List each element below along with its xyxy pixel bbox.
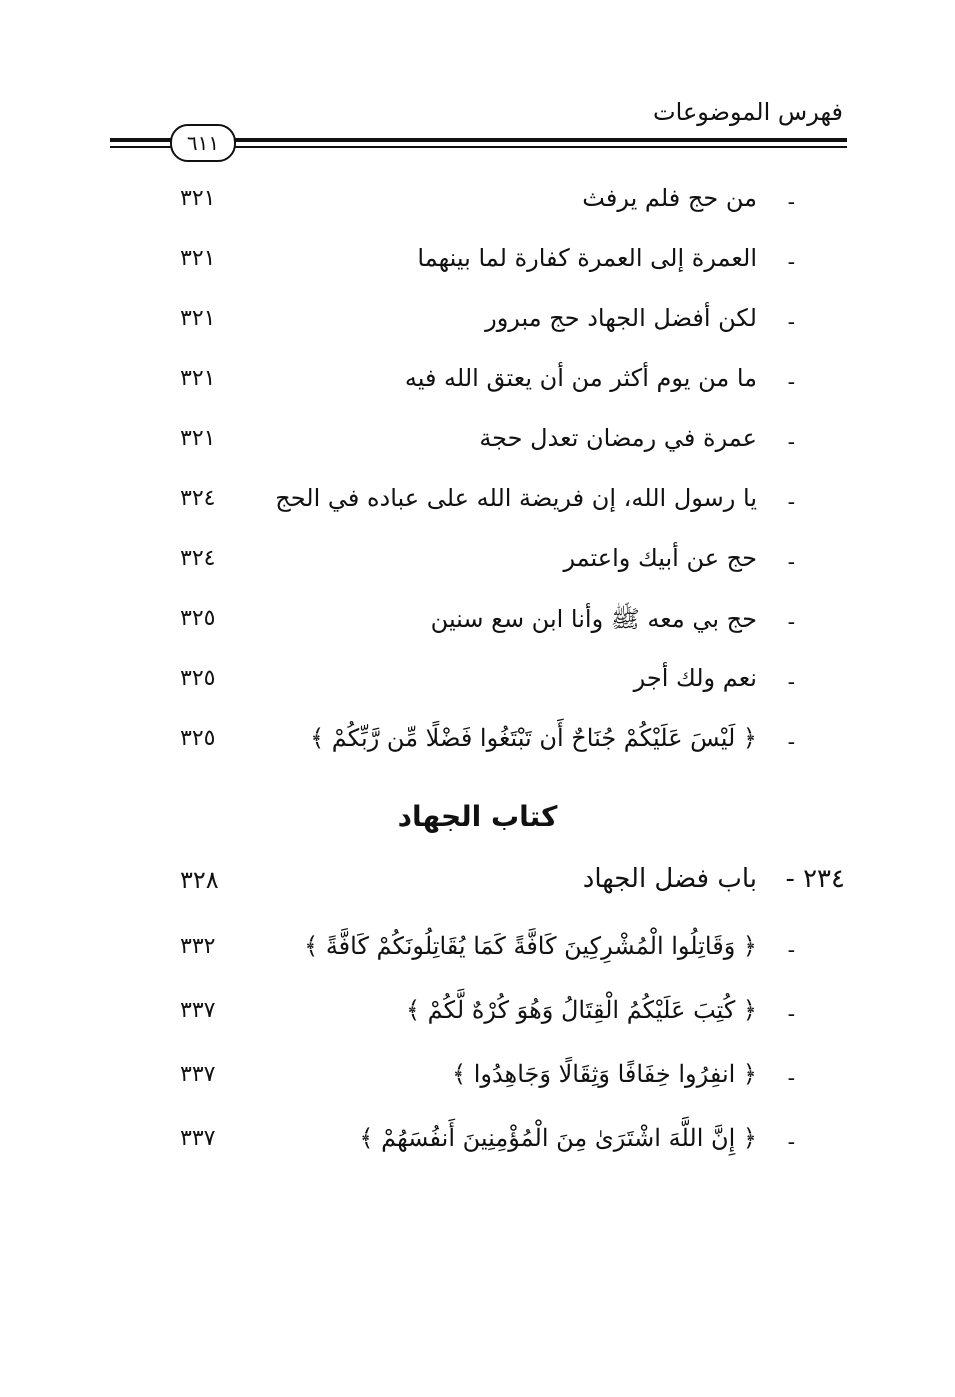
- chapter-entry: [150, 862, 845, 912]
- entry-dash: -: [787, 250, 795, 275]
- entry-title: ما من يوم أكثر من أن يعتق الله فيه: [404, 364, 757, 392]
- entry-dash: -: [787, 670, 795, 695]
- chapter-title: باب فضل الجهاد: [582, 864, 757, 894]
- entry-page-number: ٣٢١: [180, 186, 216, 211]
- entry-page-number: ٣٢٤: [180, 486, 216, 511]
- entry-title: حج بي معه ﷺ وأنا ابن سع سنين: [430, 605, 757, 633]
- toc-entry-quran: [150, 996, 795, 1046]
- toc-entry-quran: [150, 724, 795, 774]
- chapter-page-number: ٣٢٨: [180, 866, 219, 894]
- toc-entry-quran: [150, 1060, 795, 1110]
- entry-dash: -: [787, 610, 795, 635]
- toc-entry: [150, 244, 795, 294]
- entry-title: نعم ولك أجر: [633, 664, 757, 692]
- entry-title: من حج فلم يرفث: [582, 184, 757, 212]
- entry-page-number: ٣٣٢: [180, 934, 216, 959]
- entry-title: يا رسول الله، إن فريضة الله على عباده في الحج: [275, 484, 757, 512]
- toc-entry: [150, 364, 795, 414]
- entry-title: ﴿ إِنَّ اللَّهَ اشْتَرَىٰ مِنَ الْمُؤْمِنِينَ أَنفُسَهُمْ ﴾: [359, 1124, 757, 1152]
- entry-title: ﴿ لَيْسَ عَلَيْكُمْ جُنَاحٌ أَن تَبْتَغُوا فَضْلًا مِّن رَّبِّكُمْ ﴾: [310, 724, 757, 752]
- entry-page-number: ٣٢٤: [180, 546, 216, 571]
- entry-title: ﴿ كُتِبَ عَلَيْكُمُ الْقِتَالُ وَهُوَ كُرْهٌ لَّكُمْ ﴾: [405, 996, 757, 1024]
- entry-dash: -: [787, 1002, 795, 1027]
- entry-page-number: ٣٢٥: [180, 666, 216, 691]
- entry-dash: -: [787, 430, 795, 455]
- entry-dash: -: [787, 190, 795, 215]
- running-title: فهرس الموضوعات: [653, 98, 843, 126]
- entry-page-number: ٣٢٥: [180, 726, 216, 751]
- entry-title: ﴿ انفِرُوا خِفَافًا وَثِقَالًا وَجَاهِدُوا ﴾: [452, 1060, 757, 1088]
- entry-page-number: ٣٢١: [180, 366, 216, 391]
- entry-title: حج عن أبيك واعتمر: [563, 544, 757, 572]
- section-heading: كتاب الجهاد: [397, 800, 558, 833]
- toc-entry: [150, 424, 795, 474]
- toc-entry: [150, 664, 795, 714]
- toc-entry: [150, 184, 795, 234]
- entry-page-number: ٣٢١: [180, 246, 216, 271]
- entry-dash: -: [787, 1130, 795, 1155]
- entry-page-number: ٣٣٧: [180, 1126, 216, 1151]
- entry-dash: -: [787, 310, 795, 335]
- toc-entry: [150, 544, 795, 594]
- entry-dash: -: [787, 550, 795, 575]
- entry-dash: -: [787, 370, 795, 395]
- page-number-badge: ٦١١: [170, 124, 236, 162]
- entry-dash: -: [787, 938, 795, 963]
- entry-title: لكن أفضل الجهاد حج مبرور: [485, 304, 757, 332]
- toc-entry-quran: [150, 932, 795, 982]
- toc-entry-quran: [150, 1124, 795, 1174]
- entry-page-number: ٣٢٥: [180, 606, 216, 631]
- entry-page-number: ٣٣٧: [180, 998, 216, 1023]
- entry-dash: -: [787, 730, 795, 755]
- entry-page-number: ٣٢١: [180, 306, 216, 331]
- entry-dash: -: [787, 1066, 795, 1091]
- entry-title: العمرة إلى العمرة كفارة لما بينهما: [417, 244, 757, 272]
- chapter-number: ٢٣٤ -: [785, 864, 845, 894]
- entry-title: ﴿ وَقَاتِلُوا الْمُشْرِكِينَ كَافَّةً كَمَا يُقَاتِلُونَكُمْ كَافَّةً ﴾: [304, 932, 757, 960]
- toc-entry: [150, 484, 795, 534]
- toc-entry: [150, 604, 795, 654]
- entry-page-number: ٣٢١: [180, 426, 216, 451]
- entry-page-number: ٣٣٧: [180, 1062, 216, 1087]
- toc-entry: [150, 304, 795, 354]
- entry-title: عمرة في رمضان تعدل حجة: [479, 424, 757, 452]
- entry-dash: -: [787, 490, 795, 515]
